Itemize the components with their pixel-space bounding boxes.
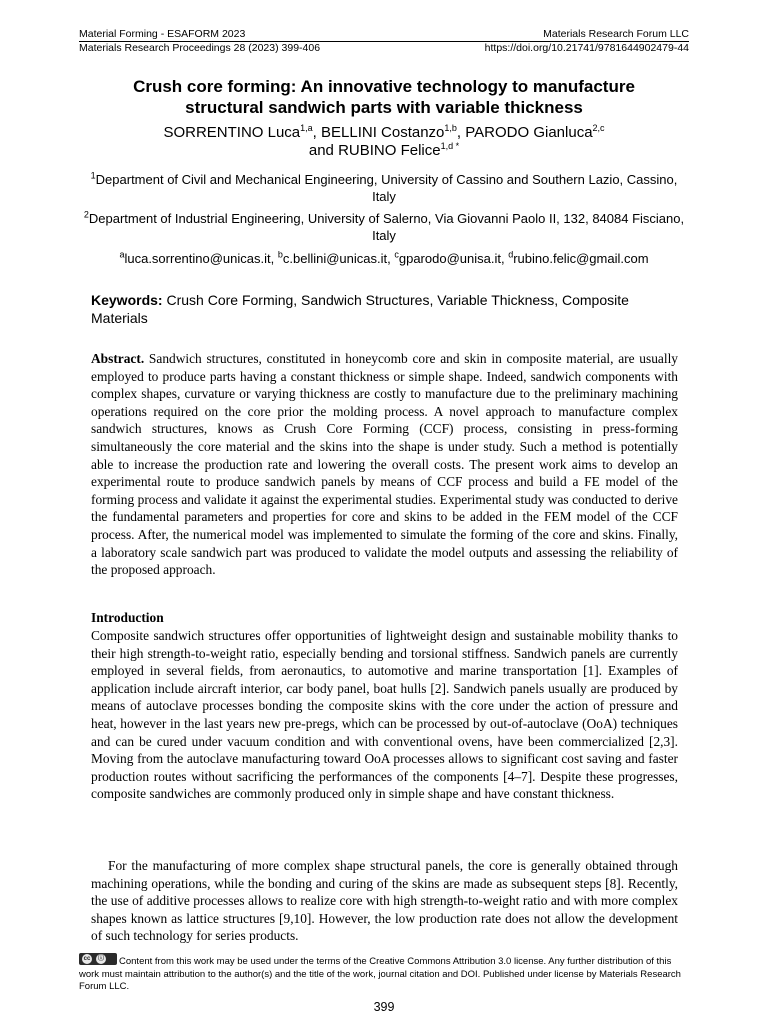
email-sup: b [277,249,283,260]
author-name: BELLINI Costanzo [321,124,445,141]
author-sup: 1,d * [440,141,460,151]
cc-by-license-icon[interactable]: cc ⓘ [79,953,117,965]
running-header-top [79,28,689,41]
author-list: SORRENTINO Luca$^{1,a}$, BELLINI Costanzo$^{1,b}$, PARODO Gianluca$^{2,c}$ and RUBINO Felice$^{1,d *}$ [163,123,605,159]
email-link[interactable]: rubino.felic@gmail.com [513,251,649,266]
affiliation-sup: 2 [83,209,89,220]
keywords-text: Crush Core Forming, Sandwich Structures, Variable Thickness, Composite Materials [91,292,629,326]
author-sup: 1,a [300,123,313,133]
introduction-heading: Introduction [91,610,164,625]
email-link[interactable]: luca.sorrentino@unicas.it [124,251,271,266]
affiliation-text: Department of Civil and Mechanical Engineering, University of Cassino and Southern Lazio, Cassino, Italy [95,172,678,204]
doi-link[interactable]: https://doi.org/10.21741/9781644902479-44 [484,42,689,54]
license-text: Content from this work may be used under the terms of the Creative Commons Attribution 3.0 license. Any further distribution of this work must maintain attribution to the author(s) and the title of the work, journal citation and DOI. Published under license by Materials Research Forum LLC. [79,956,681,992]
page-number: 399 [373,1000,395,1014]
affiliation-2 [79,210,689,244]
proceedings-citation: Materials Research Proceedings 28 (2023) 399-406 [79,42,321,54]
email-link[interactable]: gparodo@unisa.it [398,251,501,266]
running-header-bottom [79,42,689,55]
author-name: SORRENTINO Luca [163,124,301,141]
title-line-2: structural sandwich parts with variable thickness [185,98,583,117]
author-name: PARODO Gianluca [465,124,593,141]
publisher-name: Materials Research Forum LLC [543,28,689,40]
author-sup: 1,b [444,123,457,133]
introduction-paragraph-1: Composite sandwich structures offer opportunities of lightweight design and sustainable mobility thanks to their high strength-to-weight ratio, especially bending and torsional stiffness. Sandwich panels are currently employed in several fields, from aeronautics, to automotive and marine transportation [1]. Examples of application include aircraft interior, car body panel, boat hulls [2]. Sandwich panels usually are produced by means of autoclave processes bonding the composite skins with the core under the action of pressure and heat, however in the last years new pre-pregs, which can be processed by out-of-autoclave (OoA) techniques and can be cured under vacuum condition and with conventional ovens, have been commercialized [2,3]. Moving from the autoclave manufacturing toward OoA processes allows to significant cost saving and faster production routes without sacrificing the performances of the components [4–7]. Despite these progresses, composite sandwiches are commonly produced only in simple shape and have constant thickness. [91,628,678,802]
affiliation-1 [79,171,689,205]
affiliation-text: Department of Industrial Engineering, University of Salerno, Via Giovanni Paolo II, 132, 84084 Fisciano, Italy [88,211,685,243]
author-emails: $^a$luca.sorrentino@unicas.it, $^b$c.bellini@unicas.it, $^c$gparodo@unisa.it, $^d$rubino.felic@gmail.com [119,249,649,266]
email-sup: c [394,249,399,260]
email-sup: a [119,249,125,260]
keywords [91,291,681,327]
keywords-label: Keywords: [91,292,163,308]
paper-title [79,76,689,118]
license-footer [79,953,691,994]
introduction-paragraph-2: For the manufacturing of more complex shape structural panels, the core is generally obtained through machining operations, while the bonding and curing of the skins are made as subsequent steps [8]. Recently, the use of additive processes allows to realize core with high strength-to-weight ratio and with more complex shapes known as lattice structures [9,10]. However, the low production rate does not allow the development of such technology for series products. [91,858,678,944]
abstract-text: Sandwich structures, constituted in honeycomb core and skin in composite material, are usually employed to produce parts having a constant thickness or simple shape. Indeed, sandwich components with complex shapes, curvature or varying thickness are costly to manufacture due to the preliminary machining operations required on the core prior the molding process. A novel approach to manufacture complex sandwich structures, knows as Crush Core Forming (CCF) process, consisting in press-forming simultaneously the core material and the skins into the shape is under study. Such a method is potentially able to increase the production rate and lowering the overall costs. The present work aims to develop an experimental route to produce sandwich panels by means of CCF process and build a FE model of the forming process and validate it against the experimental studies. Experimental study was conducted to derive the fundamental parameters and properties for core and skins to be added in the FEM model of the CCF process. After, the numerical model was implemented to simulate the forming of the core and skins. Finally, a laboratory scale sandwich part was produced to validate the model outputs and assessing the reliability of the proposed approach. [91,351,678,578]
conference-name: Material Forming - ESAFORM 2023 [79,28,246,40]
abstract-label: Abstract. [91,351,145,366]
email-link[interactable]: c.bellini@unicas.it [282,251,388,266]
email-sup: d [508,249,514,260]
affiliation-sup: 1 [90,170,96,181]
author-name: and RUBINO Felice [308,142,441,159]
author-sup: 2,c [592,123,605,133]
abstract [91,350,678,579]
title-line-1: Crush core forming: An innovative technology to manufacture [133,77,635,96]
